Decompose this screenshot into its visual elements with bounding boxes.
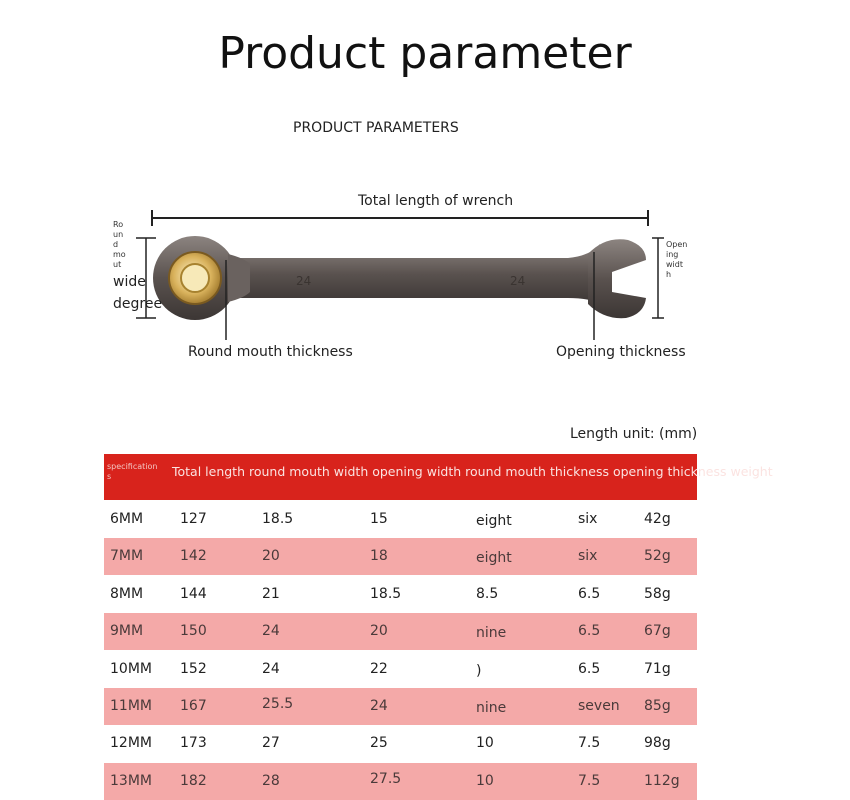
table-row — [104, 501, 697, 538]
table-cell: 12MM — [110, 735, 152, 752]
wrench-handle — [222, 244, 600, 304]
table-cell: ) — [476, 662, 482, 679]
table-cell: 24 — [370, 698, 388, 714]
table-cell: 71g — [644, 660, 671, 677]
table-cell: 85g — [644, 698, 671, 714]
wrench-diagram — [0, 180, 800, 380]
table-row — [104, 576, 697, 613]
table-cell: 7.5 — [578, 772, 601, 789]
table-cell: 58g — [644, 585, 671, 602]
round-mouth-small-label: Ro un d mo ut — [113, 220, 126, 269]
table-cell: 127 — [180, 511, 207, 527]
open-end-head — [588, 239, 646, 318]
table-cell: 150 — [180, 623, 207, 640]
table-cell: 24 — [262, 660, 280, 677]
table-row — [104, 725, 697, 762]
table-cell: 7MM — [110, 548, 144, 565]
table-cell: six — [578, 511, 598, 527]
page-title: Product parameter — [218, 28, 632, 79]
table-row — [104, 613, 697, 650]
table-cell: 18.5 — [262, 511, 294, 527]
table-row — [104, 688, 697, 725]
section-subtitle: PRODUCT PARAMETERS — [293, 120, 459, 136]
table-cell: nine — [476, 625, 507, 642]
table-cell: 27 — [262, 735, 280, 752]
table-cell: 18.5 — [370, 585, 402, 602]
table-cell: 10 — [476, 772, 494, 789]
table-cell: 8.5 — [476, 585, 499, 602]
table-cell: 24 — [262, 623, 280, 640]
opening-width-label: Open ing widt h — [666, 240, 688, 279]
table-cell: 142 — [180, 548, 207, 565]
table-cell: 42g — [644, 511, 671, 527]
table-row — [104, 538, 697, 575]
opening-thickness-label: Opening thickness — [556, 344, 686, 360]
table-cell: eight — [476, 513, 512, 529]
table-cell: 182 — [180, 772, 207, 789]
table-cell: 11MM — [110, 698, 152, 714]
table-cell: 67g — [644, 623, 671, 640]
table-cell: seven — [578, 698, 620, 714]
table-cell: 28 — [262, 772, 280, 789]
table-cell: 20 — [262, 548, 280, 565]
table-cell: eight — [476, 550, 512, 567]
table-cell: 18 — [370, 548, 388, 565]
table-header — [104, 454, 773, 500]
table-cell: 15 — [370, 511, 388, 527]
table-cell: 6MM — [110, 511, 144, 527]
table-cell: 25.5 — [262, 696, 294, 712]
table-cell: 25 — [370, 735, 388, 752]
table-row — [104, 763, 697, 800]
size-stamp-left: 24 — [296, 274, 312, 288]
table-cell: 173 — [180, 735, 207, 752]
table-cell: 6.5 — [578, 585, 601, 602]
table-cell: 52g — [644, 548, 671, 565]
table-cell: 6.5 — [578, 623, 601, 640]
table-cell: 27.5 — [370, 770, 402, 787]
table-cell: 112g — [644, 772, 680, 789]
table-cell: 10 — [476, 735, 494, 752]
round-mouth-width-label: wide degree — [113, 274, 163, 312]
table-cell: six — [578, 548, 598, 565]
table-cell: 10MM — [110, 660, 152, 677]
total-length-label: Total length of wrench — [358, 193, 514, 209]
table-cell: 144 — [180, 585, 207, 602]
table-cell: nine — [476, 700, 507, 716]
table-cell: 7.5 — [578, 735, 601, 752]
spec-header-label: specification s — [107, 462, 158, 481]
table-cell: 9MM — [110, 623, 144, 640]
table-cell: 152 — [180, 660, 207, 677]
round-mouth-thickness-label: Round mouth thickness — [188, 344, 353, 360]
table-cell: 21 — [262, 585, 280, 602]
table-cell: 6.5 — [578, 660, 601, 677]
table-cell: 167 — [180, 698, 207, 714]
table-cell: 8MM — [110, 585, 144, 602]
column-headers: Total length round mouth width opening width round mouth thickness opening thickness weight — [172, 464, 773, 479]
table-cell: 20 — [370, 623, 388, 640]
table-cell: 13MM — [110, 772, 152, 789]
table-cell: 98g — [644, 735, 671, 752]
table-row — [104, 651, 697, 688]
length-unit-label: Length unit: (mm) — [570, 426, 698, 442]
size-stamp-right: 24 — [510, 274, 526, 288]
table-cell: 22 — [370, 660, 388, 677]
